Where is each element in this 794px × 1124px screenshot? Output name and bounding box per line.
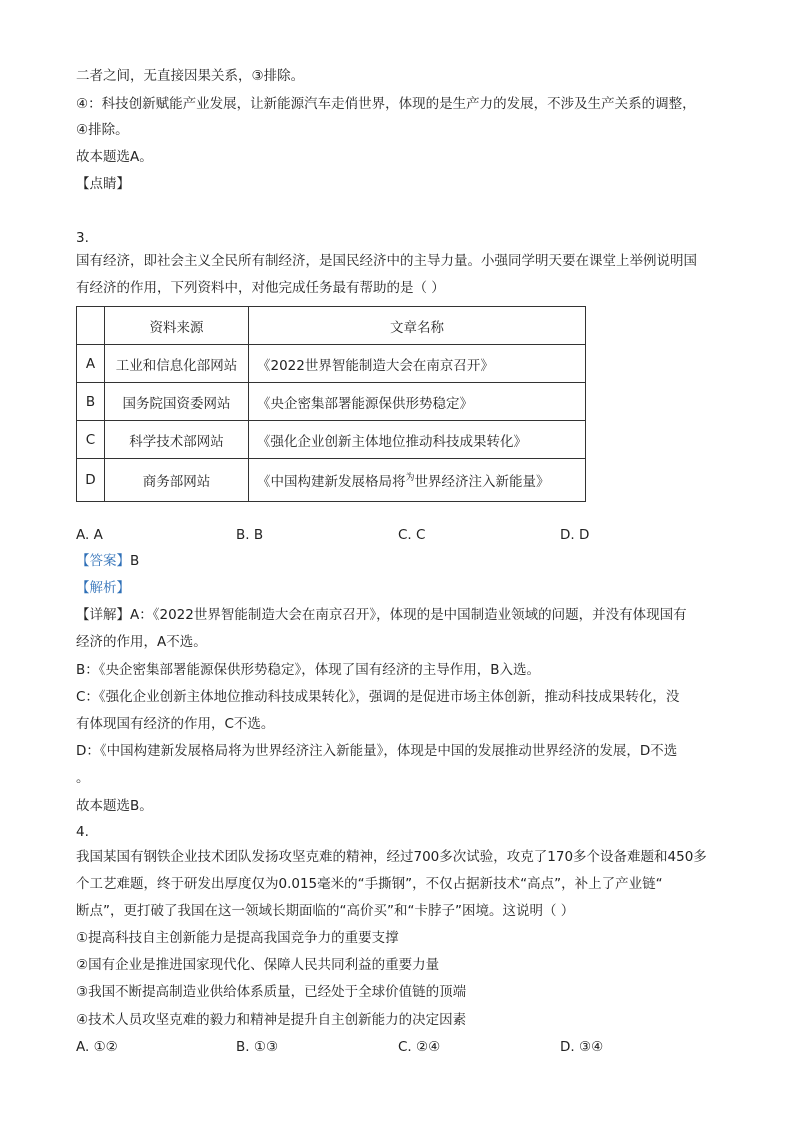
table-header-cell: 资料来源 (105, 307, 249, 345)
detail-line: D：《中国构建新发展格局将为世界经济注入新能量》，体现是中国的发展推动世界经济的发展，D不选 (76, 743, 678, 759)
question-number: 4. (76, 824, 89, 840)
table-row (77, 421, 586, 459)
option-c: C. ②④ (398, 1039, 441, 1055)
table-row (77, 459, 586, 502)
table-cell-title: 《强化企业创新主体地位推动科技成果转化》 (249, 421, 586, 459)
answer-value: B (130, 553, 140, 569)
table-cell-source: 工业和信息化部网站 (105, 345, 249, 383)
table-header-row (77, 307, 586, 345)
option-d: D. D (560, 527, 590, 543)
analysis-label: 【解析】 (76, 580, 130, 596)
conclusion-line: 故本题选B。 (76, 798, 153, 814)
question-stem: 我国某国有钢铁企业技术团队发扬攻坚克难的精神，经过700多次试验，攻克了170多个设备难题和450多 (76, 849, 707, 865)
prev-conclusion: 故本题选A。 (76, 149, 153, 165)
table-cell-source: 商务部网站 (105, 459, 249, 502)
table-cell-source: 科学技术部网站 (105, 421, 249, 459)
prev-tip-tag: 【点睛】 (76, 176, 130, 192)
table-cell-option: D (77, 459, 105, 502)
statement-item: ③我国不断提高制造业供给体系质量，已经处于全球价值链的顶端 (76, 984, 467, 1000)
table-cell-title: 《央企密集部署能源保供形势稳定》 (249, 383, 586, 421)
detail-line: B：《央企密集部署能源保供形势稳定》，体现了国有经济的主导作用，B入选。 (76, 662, 541, 678)
table-cell-option: C (77, 421, 105, 459)
statement-item: ②国有企业是推进国家现代化、保障人民共同利益的重要力量 (76, 957, 440, 973)
prev-explanation-line: 二者之间，无直接因果关系，③排除。 (76, 68, 305, 84)
table-cell-option: B (77, 383, 105, 421)
question-stem: 个工艺难题，终于研发出厚度仅为0.015毫米的“手撕钢”，不仅占据新技术“高点”，补上了产业链“ (76, 876, 663, 892)
prev-explanation-line: ④：科技创新赋能产业发展，让新能源汽车走俏世界，体现的是生产力的发展，不涉及生产关系的调整， (76, 96, 696, 112)
table-header-cell (77, 307, 105, 345)
table-cell-source: 国务院国资委网站 (105, 383, 249, 421)
prev-explanation-line: ④排除。 (76, 122, 129, 138)
title-part: 世界经济注入新能量》 (414, 474, 550, 490)
table-cell-option: A (77, 345, 105, 383)
option-c: C. C (398, 527, 426, 543)
detail-line: 经济的作用，A不选。 (76, 634, 207, 650)
option-d: D. ③④ (560, 1039, 604, 1055)
detail-line: C：《强化企业创新主体地位推动科技成果转化》，强调的是促进市场主体创新，推动科技成果转化，没 (76, 689, 680, 705)
answer-label: 【答案】 (76, 553, 130, 569)
answer-line (76, 551, 139, 571)
detail-line: 有体现国有经济的作用，C不选。 (76, 716, 275, 732)
question-stem: 国有经济，即社会主义全民所有制经济，是国民经济中的主导力量。小强同学明天要在课堂上举例说明国 (76, 253, 697, 269)
table-row (77, 345, 586, 383)
option-b: B. ①③ (236, 1039, 279, 1055)
table-row (77, 383, 586, 421)
question-number: 3. (76, 230, 89, 246)
table-header-cell: 文章名称 (249, 307, 586, 345)
table-cell-title: 《2022世界智能制造大会在南京召开》 (249, 345, 586, 383)
source-table (76, 306, 586, 502)
option-a: A. A (76, 527, 103, 543)
question-stem: 有经济的作用，下列资料中，对他完成任务最有帮助的是（ ） (76, 280, 445, 296)
title-superscript: 为 (405, 473, 415, 483)
statement-item: ①提高科技自主创新能力是提高我国竞争力的重要支撑 (76, 930, 399, 946)
table-cell-title (249, 459, 586, 502)
statement-item: ④技术人员攻坚克难的毅力和精神是提升自主创新能力的决定因素 (76, 1012, 467, 1028)
detail-line: 。 (76, 770, 90, 786)
title-part: 《中国构建新发展格局将 (257, 474, 406, 490)
option-b: B. B (236, 527, 264, 543)
question-stem: 断点”，更打破了我国在这一领域长期面临的“高价买”和“卡脖子”困境。这说明（ ） (76, 903, 575, 919)
detail-line: 【详解】A：《2022世界智能制造大会在南京召开》，体现的是中国制造业领域的问题，并没有体现国有 (76, 607, 687, 623)
option-a: A. ①② (76, 1039, 118, 1055)
